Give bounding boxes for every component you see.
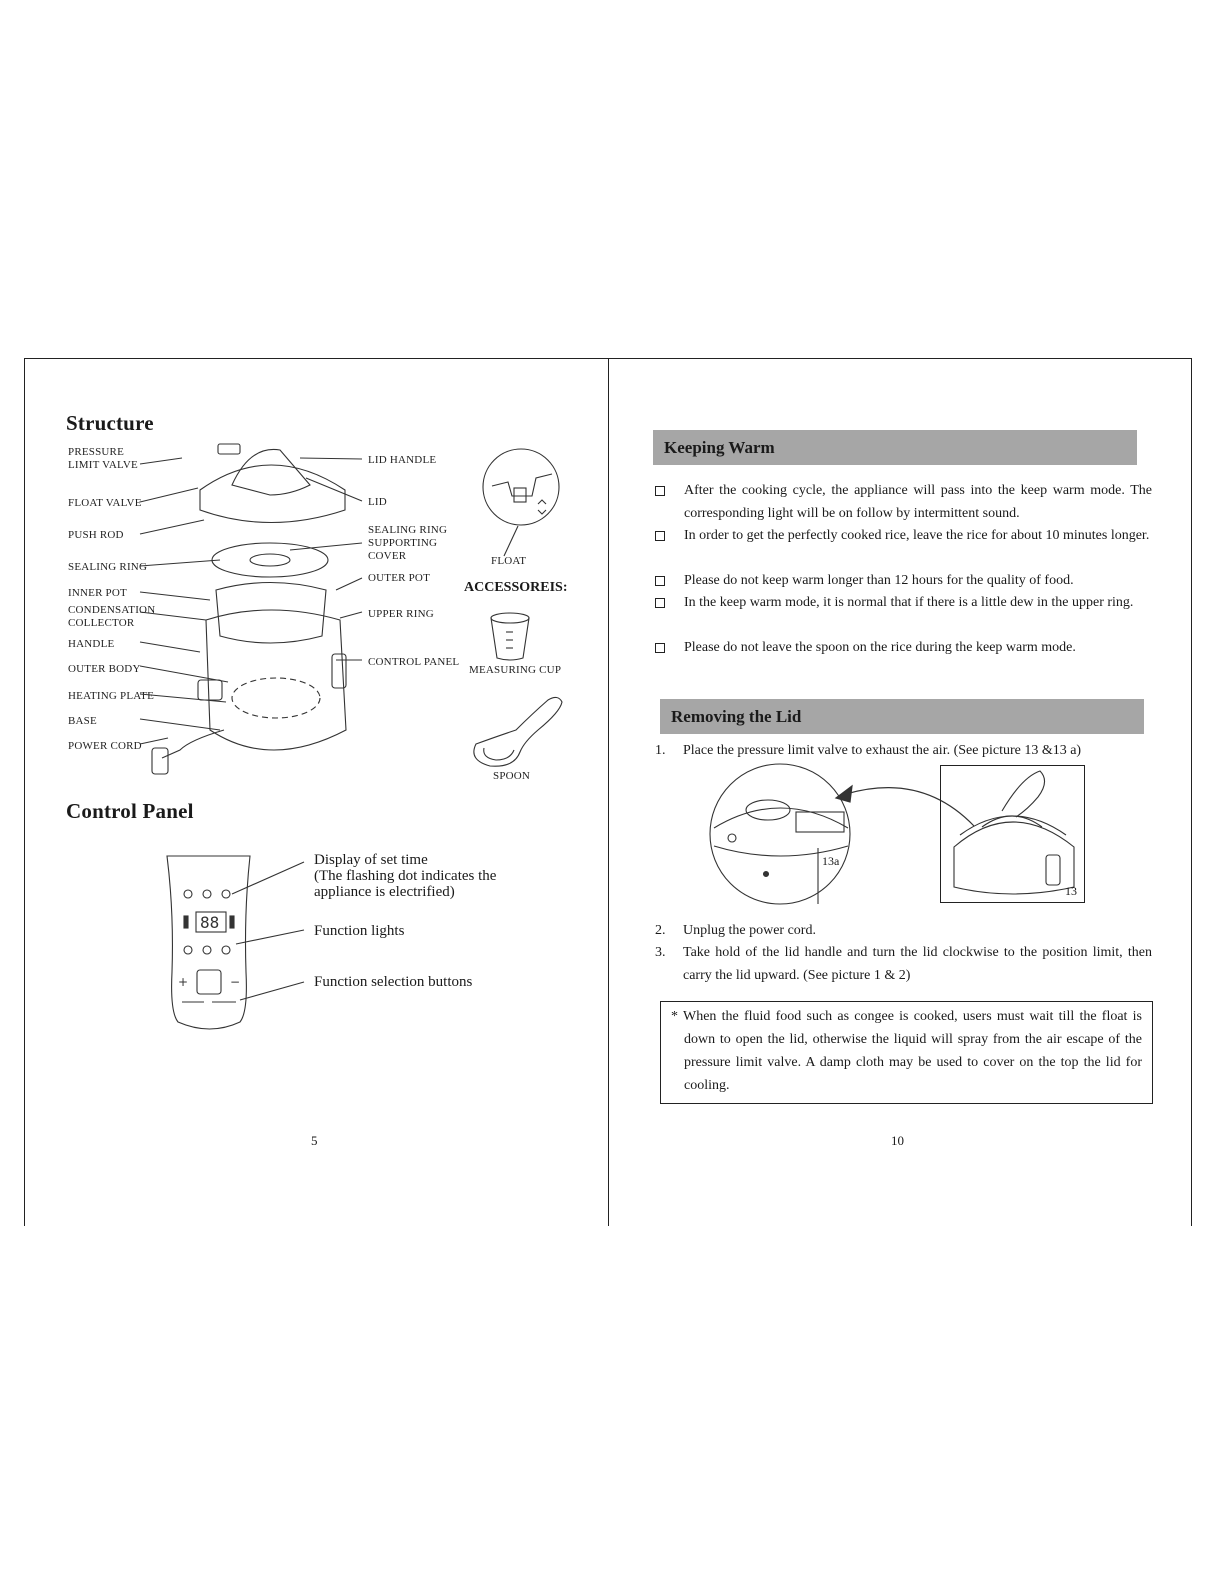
checkbox-square-icon [655,643,665,653]
leader-line [340,612,362,618]
leader-line [140,488,198,502]
keeping-warm-header: Keeping Warm [653,430,1137,465]
plus-button-icon: + [178,975,189,989]
leader-line [336,578,362,590]
page-number-left: 5 [311,1133,318,1148]
leader-line [306,478,362,501]
structure-title: Structure [66,411,154,435]
keeping-warm-item-text: In order to get the perfectly cooked rice, leave the rice for about 10 minutes longer. [684,528,1150,543]
leader-line [140,612,206,620]
float-arrow-icon [538,500,546,514]
checkbox-square-icon [655,486,665,496]
lid-handle-shape [232,449,310,495]
leader-line [140,694,226,702]
start-button [197,970,221,994]
function-icon [184,890,192,898]
keeping-warm-item [655,524,1160,570]
indicator-light [184,916,188,928]
keeping-warm-item-text: After the cooking cycle, the appliance will pass into the keep warm mode. The corresponding light will be on follow by intermittent sound. [684,483,1152,521]
outer-body-shape [206,610,346,750]
label-pressure-limit-valve: PRESSURE LIMIT VALVE [68,446,138,471]
float-inset-circle [483,449,559,525]
picture-label-13: 13 [1065,884,1077,898]
label-inner-pot: INNER POT [68,587,127,599]
function-light-icon [222,946,230,954]
right-border [1191,358,1192,1226]
callout-function-lights: Function lights [314,923,405,939]
label-sealing-ring-supporting-cover: SEALING RING SUPPORTING COVER [368,524,448,562]
label-sealing-ring: SEALING RING [68,561,148,573]
step-3 [655,941,1160,987]
removing-lid-header: Removing the Lid [660,699,1144,734]
label-float-valve: FLOAT VALVE [68,497,142,509]
step-1 [655,739,1160,762]
page-number-right: 10 [891,1133,904,1148]
leader-line [140,592,210,600]
leader-line [140,520,204,534]
pressure-valve-shape [218,444,240,454]
leader-line [140,719,220,730]
label-outer-pot: OUTER POT [368,572,430,584]
step-number: 2. [655,923,666,938]
float-body-line [492,474,552,496]
label-control-panel: CONTROL PANEL [368,656,460,668]
label-spoon: SPOON [493,770,531,782]
label-power-cord: POWER CORD [68,740,142,752]
label-measuring-cup: MEASURING CUP [469,664,562,676]
keeping-warm-item [655,479,1160,525]
step-text: Take hold of the lid handle and turn the lid clockwise to the position limit, then carry the lid upward. (See picture 1 & 2) [683,945,1152,983]
label-push-rod: PUSH ROD [68,529,124,541]
keeping-warm-item-text: In the keep warm mode, it is normal that if there is a little dew in the upper ring. [684,595,1134,610]
label-lid: LID [368,496,387,508]
leader-line [140,560,220,566]
display-digits: 88 [200,913,220,932]
valve-top [746,800,790,820]
lid-shape [200,465,345,523]
heating-plate-shape [232,678,320,718]
step-number: 1. [655,743,666,758]
warning-note [660,1001,1153,1104]
callout-display-line1: Display of set time [314,852,428,868]
callout-line [232,862,304,894]
control-panel-part [1046,855,1060,885]
step-2 [655,919,1160,942]
callout-line [240,982,304,1000]
label-outer-body: OUTER BODY [68,663,141,675]
control-panel-outline [167,856,250,1029]
spoon-icon [468,694,566,770]
power-cord-shape [162,730,224,758]
checkbox-square-icon [655,531,665,541]
keeping-warm-item-text: Please do not leave the spoon on the rice during the keep warm mode. [684,640,1076,655]
float-inset-diagram [482,448,560,526]
sealing-cover-shape [212,543,328,577]
center-divider [608,358,609,1226]
leader-line [140,738,168,744]
pressure-cooker-exploded-diagram [140,440,370,785]
control-panel-device [164,852,309,1037]
function-icon [203,890,211,898]
leader-line [140,458,182,464]
callout-function-buttons: Function selection buttons [314,974,473,990]
keeping-warm-item [655,636,1160,659]
label-float: FLOAT [491,555,527,567]
hand-shape [1002,771,1045,817]
label-condensation-collector: CONDENSATION COLLECTOR [68,604,156,629]
label-lid-handle: LID HANDLE [368,454,437,466]
plug-shape [152,748,168,774]
float-part [514,488,526,502]
label-handle: HANDLE [68,638,115,650]
keeping-warm-item [655,569,1160,592]
left-border [24,358,25,1226]
leader-line [290,543,362,550]
warning-note-text: * When the fluid food such as congee is cooked, users must wait till the float is down to open the lid, otherwise the liquid will spray from the air escape of the pressure limit valve. A damp cloth may be used to cover on the top the lid for cooling. [671,1009,1142,1093]
step-text: Unplug the power cord. [683,923,816,938]
step-text: Place the pressure limit valve to exhaust the air. (See picture 13 &13 a) [683,743,1082,758]
label-base: BASE [68,715,97,727]
callout-display-line3: appliance is electrified) [314,884,455,900]
minus-button-icon: − [230,975,241,989]
leader-line [140,642,200,652]
float-dot [728,834,736,842]
leader-line [300,458,362,459]
handle-shape [198,680,222,700]
function-icon [222,890,230,898]
label-upper-ring: UPPER RING [368,608,434,620]
function-light-icon [184,946,192,954]
measuring-cup-icon [488,610,532,662]
keeping-warm-item-text: Please do not keep warm longer than 12 hours for the quality of food. [684,573,1074,588]
keeping-warm-item [655,591,1160,637]
control-panel-title: Control Panel [66,799,194,823]
callout-line [236,930,304,944]
checkbox-square-icon [655,598,665,608]
function-light-icon [203,946,211,954]
indicator-dot [764,872,769,877]
callout-display-line2: (The flashing dot indicates the [314,868,497,884]
cooker-body [954,822,1074,894]
label-heating-plate: HEATING PLATE [68,690,155,702]
step-number: 3. [655,945,666,960]
indicator-light [230,916,234,928]
picture-13-illustration [942,767,1083,901]
sealing-cover-center [250,554,290,566]
accessories-title: ACCESSOREIS: [464,580,568,595]
checkbox-square-icon [655,576,665,586]
picture-label-13a: 13a [822,854,840,868]
